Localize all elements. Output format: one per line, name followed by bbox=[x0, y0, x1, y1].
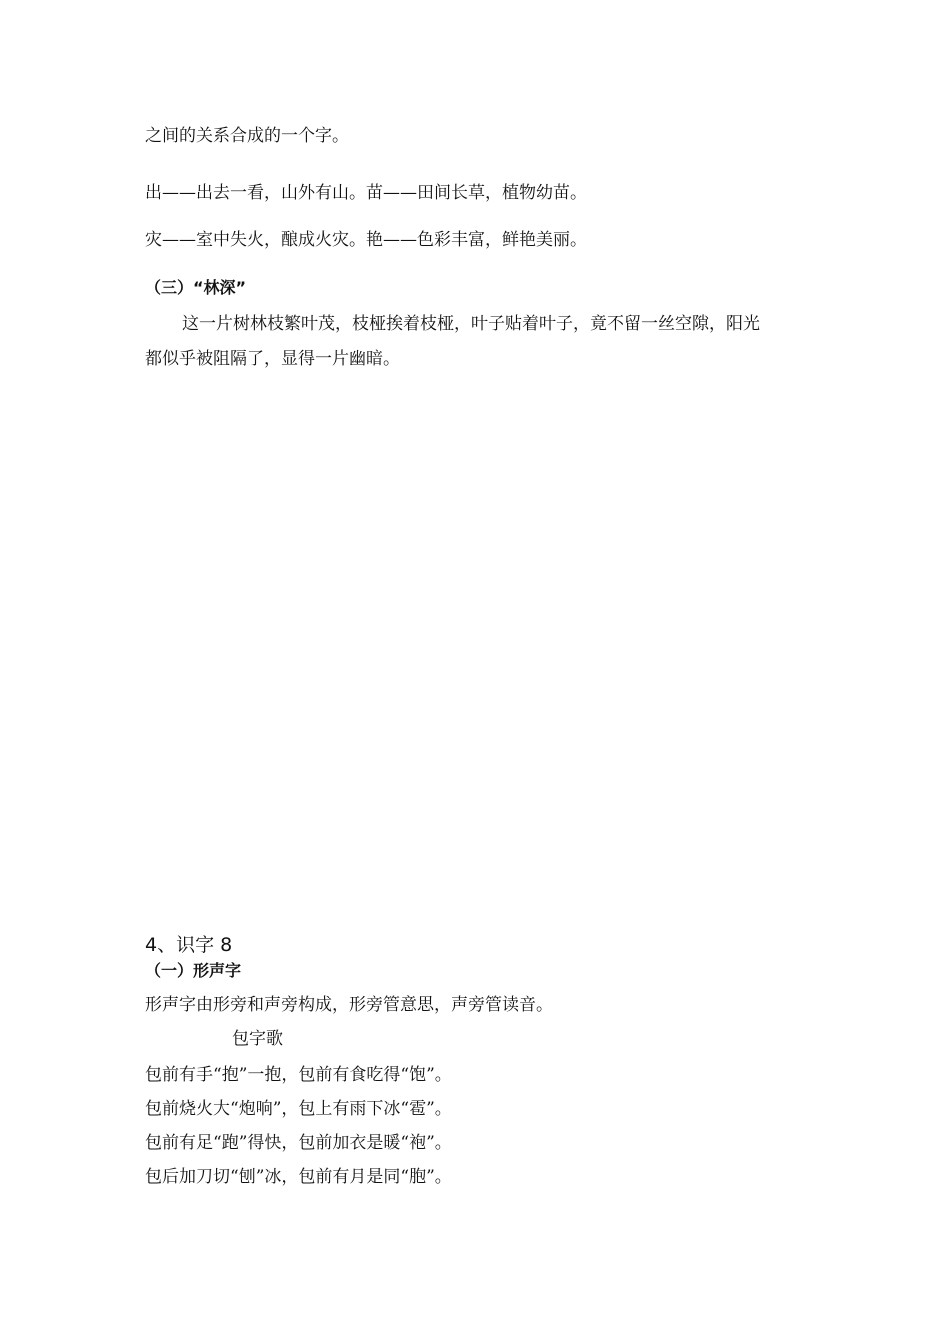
paragraph-line-2: 都似乎被阻隔了，显得一片幽暗。 bbox=[145, 349, 400, 369]
subheading-xingsheng: （一）形声字 bbox=[145, 961, 242, 980]
intro-line: 形声字由形旁和声旁构成，形旁管意思，声旁管读音。 bbox=[145, 995, 553, 1015]
poem-line: 包前有手“抱”一抱，包前有食吃得“饱”。 bbox=[145, 1065, 452, 1085]
poem-line: 包后加刀切“刨”冰，包前有月是同“胞”。 bbox=[145, 1167, 452, 1187]
text-line-relation: 之间的关系合成的一个字。 bbox=[145, 126, 349, 146]
poem-line: 包前有足“跑”得快，包前加衣是暖“袍”。 bbox=[145, 1133, 452, 1153]
poem-line: 包前烧火大“炮响”，包上有雨下冰“雹”。 bbox=[145, 1099, 452, 1119]
text-line-zai-yan: 灾——室中失火，酿成火灾。艳——色彩丰富，鲜艳美丽。 bbox=[145, 230, 587, 250]
section-title-shizi-8: 4、识字 8 bbox=[145, 934, 233, 956]
poem-title: 包字歌 bbox=[232, 1029, 283, 1049]
subheading-lin-shen: （三）“林深” bbox=[145, 278, 247, 297]
paragraph-line-1: 这一片树林枝繁叶茂，枝桠挨着枝桠，叶子贴着叶子，竟不留一丝空隙，阳光 bbox=[182, 314, 760, 334]
text-line-chu-miao: 出——出去一看，山外有山。苗——田间长草，植物幼苗。 bbox=[145, 183, 587, 203]
